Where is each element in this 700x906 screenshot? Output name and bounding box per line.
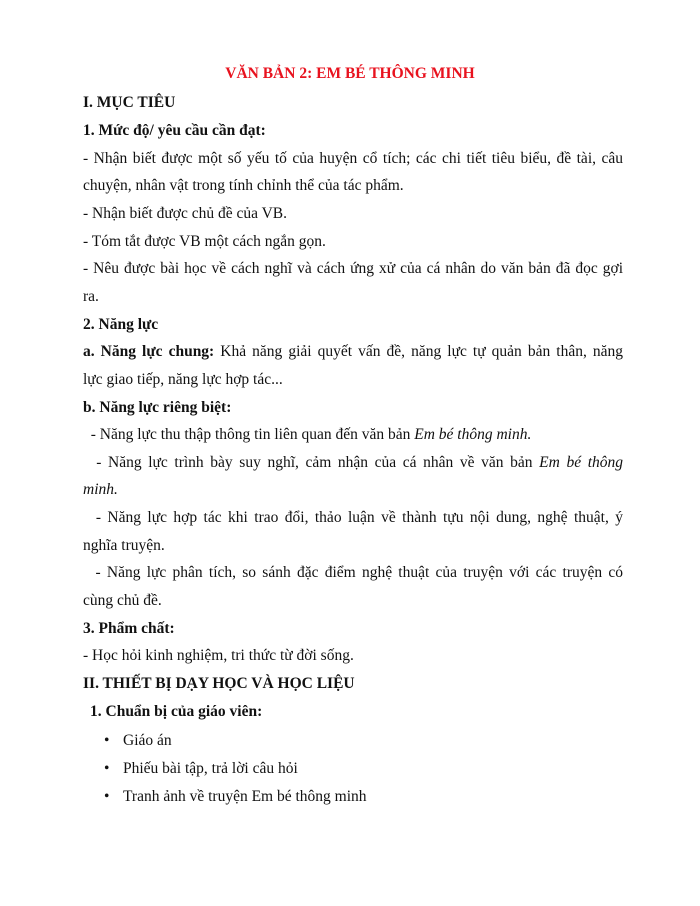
paragraph-line: chuyện, nhân vật trong tính chỉnh thể của tác phẩm. <box>83 177 404 194</box>
bullet-icon: • <box>104 732 110 749</box>
paragraph-line: - Năng lực phân tích, so sánh đặc điểm nghệ thuật của truyện với các truyện có <box>83 564 623 581</box>
paragraph-line: cùng chủ đề. <box>83 592 162 609</box>
paragraph-line: - Nhận biết được một số yếu tố của huyện cổ tích; các chi tiết tiêu biểu, đề tài, câu <box>83 150 623 167</box>
subheading-competency: 2. Năng lực <box>83 316 159 333</box>
list-item: Phiếu bài tập, trả lời câu hỏi <box>123 760 298 777</box>
paragraph-line: minh. <box>83 481 118 498</box>
subheading-qualities: 3. Phẩm chất: <box>83 620 175 637</box>
paragraph-line: - Năng lực thu thập thông tin liên quan đến văn bản Em bé thông minh. <box>83 426 532 443</box>
paragraph-line: - Năng lực trình bày suy nghĩ, cảm nhận của cá nhân về văn bản Em bé thông <box>83 454 624 471</box>
bullet-icon: • <box>104 788 110 805</box>
work-title: Em bé thông minh. <box>414 426 532 443</box>
list-item: Tranh ảnh về truyện Em bé thông minh <box>123 788 367 805</box>
subheading-requirements: 1. Mức độ/ yêu cầu cần đạt: <box>83 122 266 139</box>
paragraph-line <box>83 342 623 362</box>
paragraph-line: - Năng lực hợp tác khi trao đổi, thảo luận về thành tựu nội dung, nghệ thuật, ý <box>83 509 623 526</box>
section-heading-objectives: I. MỤC TIÊU <box>83 94 176 111</box>
document-title: VĂN BẢN 2: EM BÉ THÔNG MINH <box>225 65 475 82</box>
section-heading-equipment: II. THIẾT BỊ DẠY HỌC VÀ HỌC LIỆU <box>83 675 355 692</box>
paragraph-line: - Nhận biết được chủ đề của VB. <box>83 205 287 222</box>
specific-competency-label: b. Năng lực riêng biệt: <box>83 399 232 416</box>
paragraph-line: ra. <box>83 288 99 305</box>
subheading-teacher-prep: 1. Chuẩn bị của giáo viên: <box>90 703 263 720</box>
bullet-icon: • <box>104 760 110 777</box>
paragraph-line: lực giao tiếp, năng lực hợp tác... <box>83 371 283 388</box>
paragraph-line: - Nêu được bài học về cách nghĩ và cách ứng xử của cá nhân do văn bản đã đọc gợi <box>83 260 623 277</box>
work-title: Em bé thông <box>539 454 624 471</box>
general-competency-label: a. Năng lực chung: <box>83 343 215 360</box>
paragraph-line: - Học hỏi kinh nghiệm, tri thức từ đời sống. <box>83 647 354 664</box>
list-item: Giáo án <box>123 732 172 749</box>
paragraph-line: - Tóm tắt được VB một cách ngắn gọn. <box>83 233 326 250</box>
general-competency-text: Khả năng giải quyết vấn đề, năng lực tự quản bản thân, năng <box>214 343 623 360</box>
paragraph-line: nghĩa truyện. <box>83 537 165 554</box>
